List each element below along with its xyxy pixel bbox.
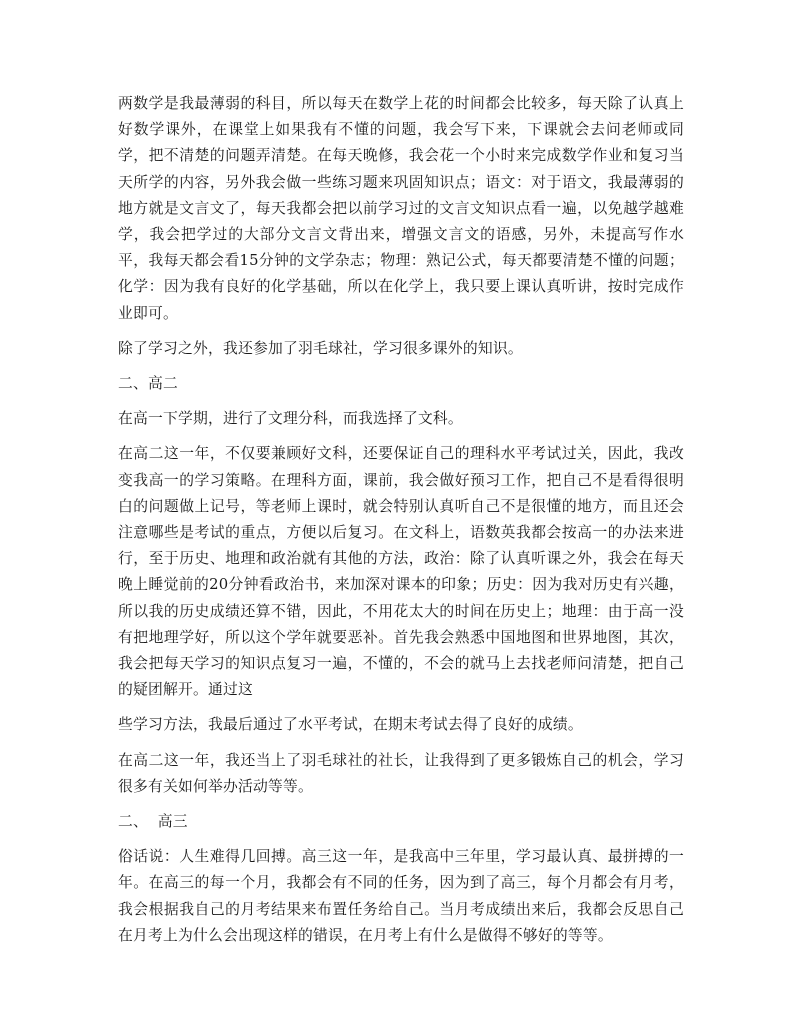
paragraph-subject-split: 在高一下学期，进行了文理分科，而我选择了文科。 [118,410,463,428]
document-body [118,91,684,949]
paragraph-gap [118,432,684,441]
paragraph-study-methods: 两数学是我最薄弱的科目，所以每天在数学上花的时间都会比较多，每天除了认真上好数学课外，在课堂上如果我有不懂的问题，我会写下来，下课就会去问老师或同学，把不清楚的问题弄清楚。在每天晚修，我会花一个小时来完成数学作业和复习当天所学的内容，另外我会做一些练习题来巩固知识点；语文：对于语文，我最薄弱的地方就是文言文了，每天我都会把以前学习过的文言文知识点看一遍，以免越学越难学，我会把学过的大部分文言文背出来，增强文言文的语感，另外，未提高写作水平，我每天都会看15分钟的文学杂志；物理：熟记公式，每天都要清楚不懂的问题；化学：因为我有良好的化学基础，所以在化学上，我只要上课认真听讲，按时完成作业即可。 [118,95,684,322]
paragraph-gap [118,327,684,336]
section-heading-grade-three: 二、 高三 [118,813,188,831]
section-heading-grade-two: 二、高二 [118,375,178,393]
paragraph-gap [118,397,684,406]
paragraph-gap [118,835,684,844]
paragraph-grade-three: 俗话说：人生难得几回搏。高三这一年，是我高中三年里，学习最认真、最拼搏的一年。在高三的每一个月，我都会有不同的任务，因为到了高三，每个月都会有月考，我会根据我自己的月考结果来布置任务给自己。当月考成绩出来后，我都会反思自己在月考上为什么会出现这样的错误，在月考上有什么是做得不够好的等等。 [118,848,684,944]
paragraph-gap [118,703,684,712]
paragraph-badminton-club: 除了学习之外，我还参加了羽毛球社，学习很多课外的知识。 [118,339,523,357]
paragraph-exam-results: 些学习方法，我最后通过了水平考试，在期末考试去得了良好的成绩。 [118,716,583,734]
paragraph-gap [118,739,684,748]
paragraph-club-president: 在高二这一年，我还当上了羽毛球社的社长，让我得到了更多锻炼自己的机会，学习很多有关如何举办活动等等。 [118,751,684,795]
paragraph-gap [118,800,684,809]
paragraph-grade-two-strategy: 在高二这一年，不仅要兼顾好文科，还要保证自己的理科水平考试过关，因此，我改变我高一的学习策略。在理科方面，课前，我会做好预习工作，把自己不是看得很明白的问题做上记号，等老师上课时，就会特别认真听自己不是很懂的地方，而且还会注意哪些是考试的重点，方便以后复习。在文科上，语数英我都会按高一的办法来进行，至于历史、地理和政治就有其他的方法，政治：除了认真听课之外，我会在每天晚上睡觉前的20分钟看政治书，来加深对课本的印象；历史：因为我对历史有兴趣，所以我的历史成绩还算不错，因此，不用花太大的时间在历史上；地理：由于高一没有把地理学好，所以这个学年就要恶补。首先我会熟悉中国地图和世界地图，其次，我会把每天学习的知识点复习一遍，不懂的，不会的就马上去找老师问清楚，把自己的疑团解开。通过这 [118,445,684,699]
paragraph-gap [118,362,684,371]
